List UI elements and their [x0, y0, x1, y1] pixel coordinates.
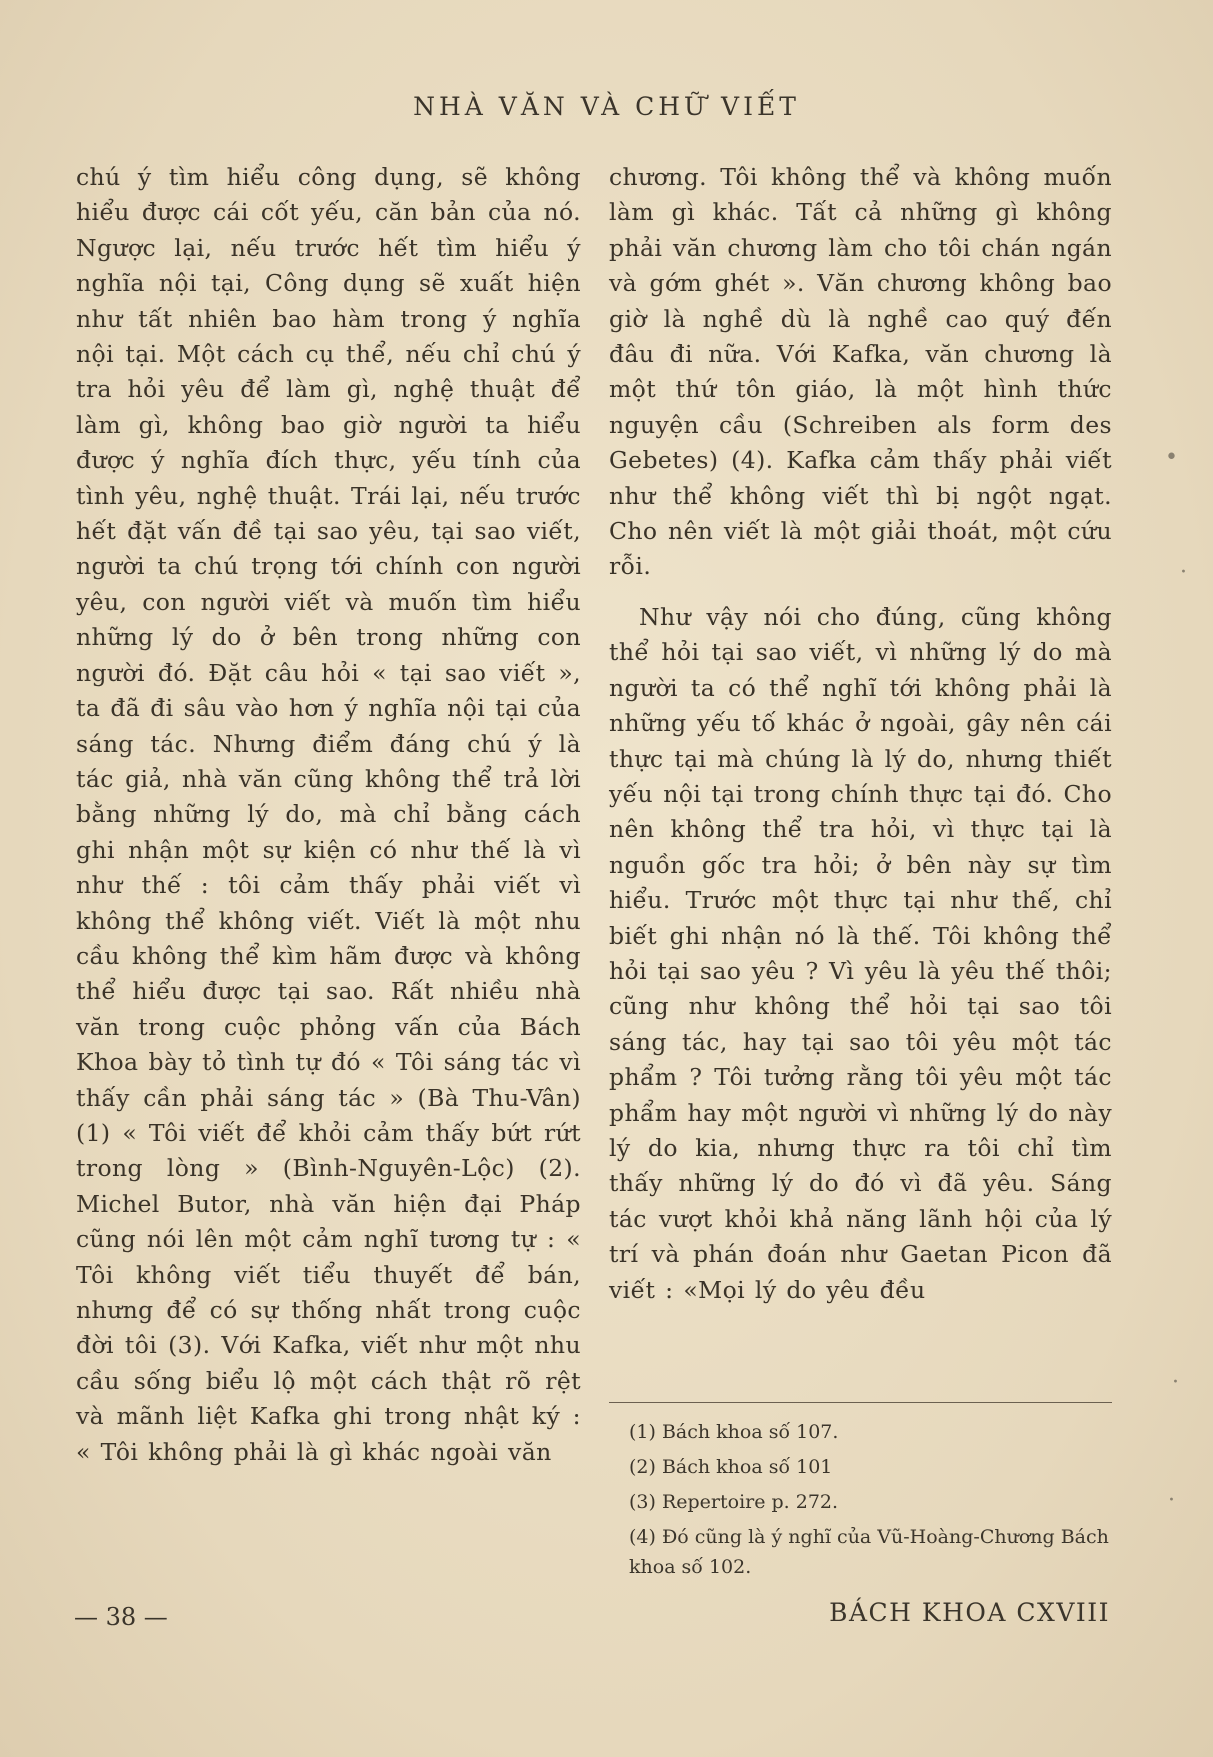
- left-column-text: chú ý tìm hiểu công dụng, sẽ không hiểu được cái cốt yếu, căn bản của nó. Ngược lại, nếu trước hết tìm hiểu ý nghĩa nội tại, Công dụng sẽ xuất hiện như tất nhiên bao hàm trong ý nghĩa nội tại. Một cách cụ thể, nếu chỉ chú ý tra hỏi yêu để làm gì, nghệ thuật để làm gì, không bao giờ người ta hiểu được ý nghĩa đích thực, yếu tính của tình yêu, nghệ thuật. Trái lại, nếu trước hết đặt vấn đề tại sao yêu, tại sao viết, người ta chú trọng tới chính con người yêu, con người viết và muốn tìm hiểu những lý do ở bên trong những con người đó. Đặt câu hỏi « tại sao viết », ta đã đi sâu vào hơn ý nghĩa nội tại của sáng tác. Nhưng điểm đáng chú ý là tác giả, nhà văn cũng không thể trả lời bằng những lý do, mà chỉ bằng cách ghi nhận một sự kiện có như thế là vì như thế : tôi cảm thấy phải viết vì không thể không viết. Viết là một nhu cầu không thể kìm hãm được và không thể hiểu được tại sao. Rất nhiều nhà văn trong cuộc phỏng vấn của Bách Khoa bày tỏ tình tự đó « Tôi sáng tác vì thấy cần phải sáng tác » (Bà Thu-Vân) (1) « Tôi viết để khỏi cảm thấy bứt rứt trong lòng » (Bình-Nguyên-Lộc) (2). Michel Butor, nhà văn hiện đại Pháp cũng nói lên một cảm nghĩ tương tự : « Tôi không viết tiểu thuyết để bán, nhưng để có sự thống nhất trong cuộc đời tôi (3). Với Kafka, viết như một nhu cầu sống biểu lộ một cách thật rõ rệt và mãnh liệt Kafka ghi trong nhật ký : « Tôi không phải là gì khác ngoài văn: [76, 163, 581, 1466]
- right-column: [609, 160, 1112, 1308]
- margin-mark: ·: [1172, 1370, 1179, 1395]
- journal-name: BÁCH KHOA CXVIII: [829, 1598, 1110, 1627]
- margin-mark: •: [1165, 445, 1178, 470]
- margin-mark: ·: [1180, 560, 1187, 585]
- margin-mark: ·: [1168, 1488, 1175, 1513]
- left-column: [76, 160, 581, 1470]
- footnote-3: (3) Repertoire p. 272.: [629, 1491, 839, 1513]
- footnote-2: (2) Bách khoa số 101: [629, 1456, 833, 1478]
- page-number: — 38 —: [74, 1603, 168, 1631]
- footnote-1: (1) Bách khoa số 107.: [629, 1421, 839, 1443]
- right-column-paragraph-2: Như vậy nói cho đúng, cũng không thể hỏi tại sao viết, vì những lý do mà người ta có thể nghĩ tới không phải là những yếu tố khác ở ngoài, gây nên cái thực tại mà chúng là lý do, nhưng thiết yếu nội tại trong chính thực tại đó. Cho nên không thể tra hỏi, vì thực tại là nguồn gốc tra hỏi; ở bên này sự tìm hiểu. Trước một thực tại như thế, chỉ biết ghi nhận nó là thế. Tôi không thể hỏi tại sao yêu ? Vì yêu là yêu thế thôi; cũng như không thể hỏi tại sao tôi sáng tác, hay tại sao tôi yêu một tác phẩm ? Tôi tưởng rằng tôi yêu một tác phẩm hay một người vì những lý do này lý do kia, nhưng thực ra tôi chỉ tìm thấy những lý do đó vì đã yêu. Sáng tác vượt khỏi khả năng lãnh hội của lý trí và phán đoán như Gaetan Picon đã viết : «Mọi lý do yêu đều: [609, 602, 1112, 1304]
- right-column-paragraph-1: chương. Tôi không thể và không muốn làm gì khác. Tất cả những gì không phải văn chương làm cho tôi chán ngán và gớm ghét ». Văn chương không bao giờ là nghề dù là nghề cao quý đến đâu đi nữa. Với Kafka, văn chương là một thứ tôn giáo, là một hình thức nguyện cầu (Schreiben als form des Gebetes) (4). Kafka cảm thấy phải viết như thể không viết thì bị ngột ngạt. Cho nên viết là một giải thoát, một cứu rỗi.: [609, 163, 1112, 581]
- footnote-4: (4) Đó cũng là ý nghĩ của Vũ-Hoàng-Chương Bách khoa số 102.: [629, 1526, 1109, 1578]
- footnotes: [609, 1402, 1112, 1587]
- page-header-title: NHÀ VĂN VÀ CHỮ VIẾT: [413, 92, 800, 121]
